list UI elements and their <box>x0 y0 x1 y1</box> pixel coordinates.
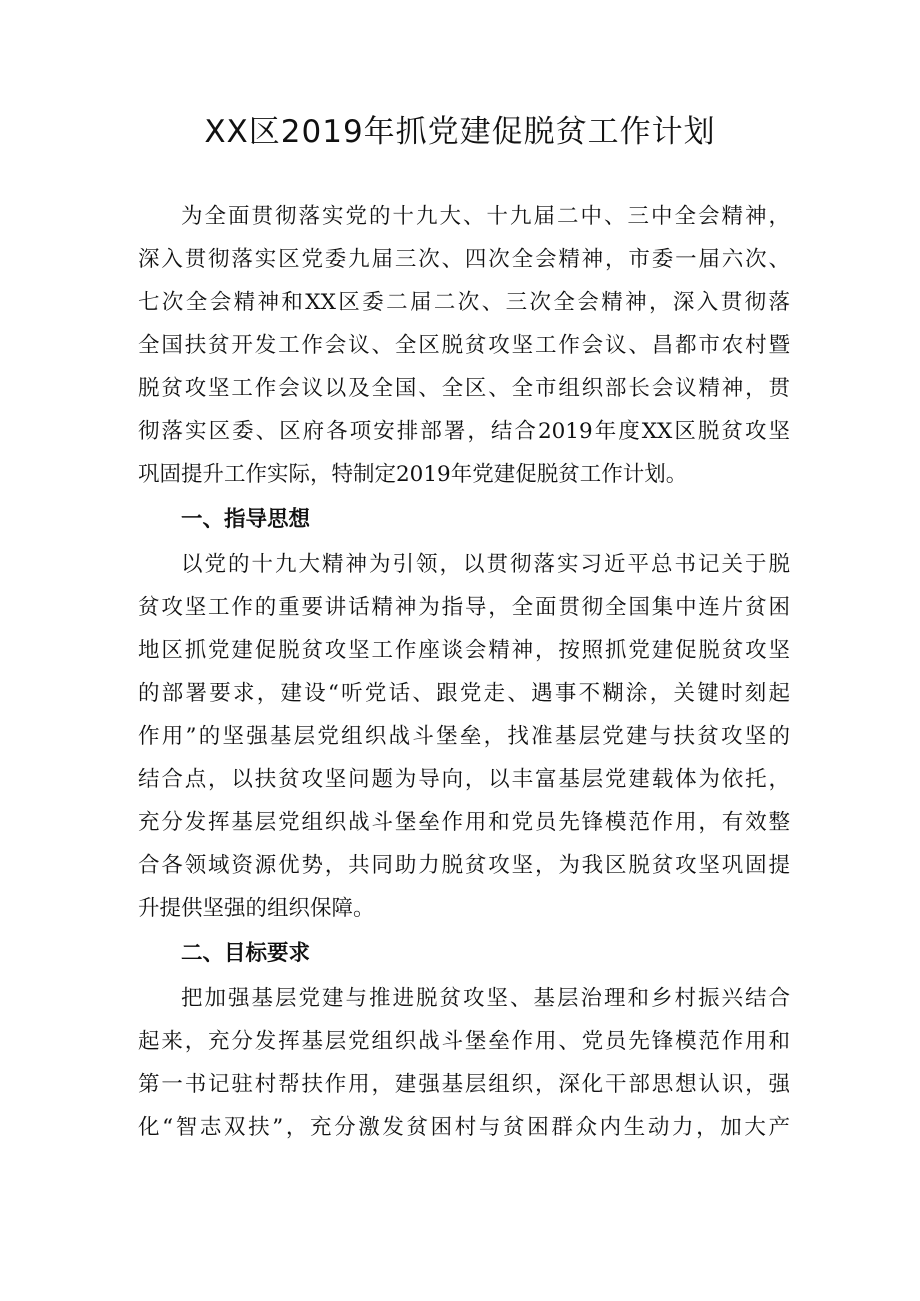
paragraph-line: 第一书记驻村帮扶作用，建强基层组织，深化干部思想认识，强 <box>138 1072 790 1097</box>
paragraph-line: 贫攻坚工作的重要讲话精神为指导，全面贯彻全国集中连片贫困 <box>138 595 790 620</box>
paragraph-line: 化“智志双扶”，充分激发贫困村与贫困群众内生动力，加大产 <box>138 1115 790 1140</box>
paragraph-line: 结合点，以扶贫攻坚问题为导向，以丰富基层党建载体为依托， <box>138 767 790 792</box>
paragraph-line: 深入贯彻落实区党委九届三次、四次全会精神，市委一届六次、 <box>138 247 790 272</box>
paragraph-line: 彻落实区委、区府各项安排部署，结合2019年度XX区脱贫攻坚 <box>138 419 790 444</box>
paragraph-line: 充分发挥基层党组织战斗堡垒作用和党员先锋模范作用，有效整 <box>138 810 790 835</box>
paragraph-line: 全国扶贫开发工作会议、全区脱贫攻坚工作会议、昌都市农村暨 <box>138 333 790 358</box>
paragraph-line: 脱贫攻坚工作会议以及全国、全区、全市组织部长会议精神，贯 <box>138 376 790 401</box>
paragraph-line: 升提供坚强的组织保障。 <box>138 896 375 921</box>
paragraph-line: 把加强基层党建与推进脱贫攻坚、基层治理和乡村振兴结合 <box>181 986 790 1011</box>
section-heading: 二、目标要求 <box>181 941 311 966</box>
paragraph-line: 地区抓党建促脱贫攻坚工作座谈会精神，按照抓党建促脱贫攻坚 <box>138 638 790 663</box>
paragraph-line: 合各领域资源优势，共同助力脱贫攻坚，为我区脱贫攻坚巩固提 <box>138 853 790 878</box>
document-title: XX区2019年抓党建促脱贫工作计划 <box>204 114 716 150</box>
paragraph-line: 巩固提升工作实际，特制定2019年党建促脱贫工作计划。 <box>138 462 688 487</box>
paragraph-line: 起来，充分发挥基层党组织战斗堡垒作用、党员先锋模范作用和 <box>138 1029 790 1054</box>
paragraph-line: 作用”的坚强基层党组织战斗堡垒，找准基层党建与扶贫攻坚的 <box>138 724 790 749</box>
paragraph-line: 七次全会精神和XX区委二届二次、三次全会精神，深入贯彻落 <box>138 290 790 315</box>
section-heading: 一、指导思想 <box>181 507 311 532</box>
paragraph-line: 的部署要求，建设“听党话、跟党走、遇事不糊涂，关键时刻起 <box>138 681 790 706</box>
paragraph-line: 为全面贯彻落实党的十九大、十九届二中、三中全会精神， <box>181 204 790 229</box>
paragraph-line: 以党的十九大精神为引领，以贯彻落实习近平总书记关于脱 <box>181 552 790 577</box>
